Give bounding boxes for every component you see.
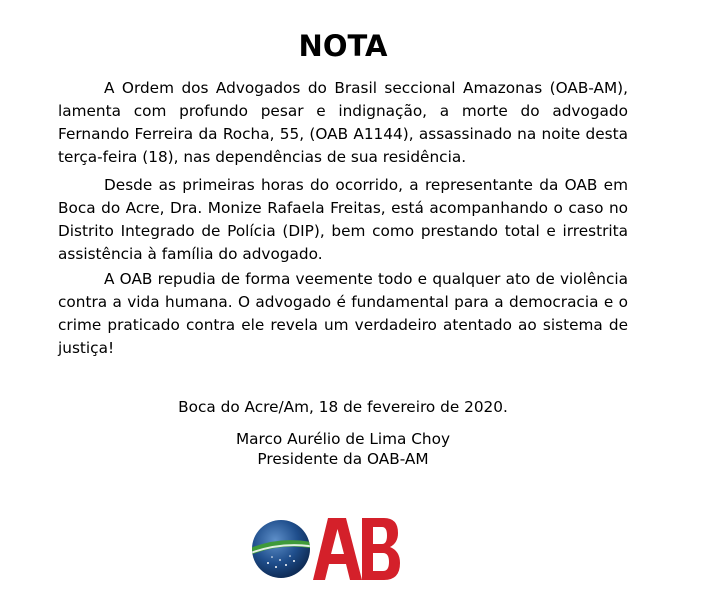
oab-logo <box>250 515 402 583</box>
signatory-name: Marco Aurélio de Lima Choy <box>235 430 451 448</box>
logo-letters <box>313 518 400 580</box>
paragraph-3: A OAB repudia de forma veemente todo e qualquer ato de violência contra a vida humana. O advogado é fundamental para a democracia e o crime praticado contra ele revela um verdadeiro atentado ao sistema de justiça! <box>58 270 628 357</box>
paragraph-2: Desde as primeiras horas do ocorrido, a representante da OAB em Boca do Acre, Dra. Monize Rafaela Freitas, está acompanhando o caso no Distrito Integrado de Polícia (DIP), bem como prestando total e irrestrita assistência à família do advogado. <box>58 176 628 263</box>
oab-logo-graphic <box>250 515 402 583</box>
globe-icon <box>250 520 316 578</box>
signatory-role: Presidente da OAB-AM <box>257 450 429 468</box>
place-date: Boca do Acre/Am, 18 de fevereiro de 2020. <box>178 398 508 416</box>
paragraph-1: A Ordem dos Advogados do Brasil seccional Amazonas (OAB-AM), lamenta com profundo pesar e indignação, a morte do advogado Fernando Ferreira da Rocha, 55, (OAB A1144), assassinado na noite desta terça-feira (18), nas dependências de sua residência. <box>58 79 628 166</box>
document-title: NOTA <box>298 29 388 63</box>
